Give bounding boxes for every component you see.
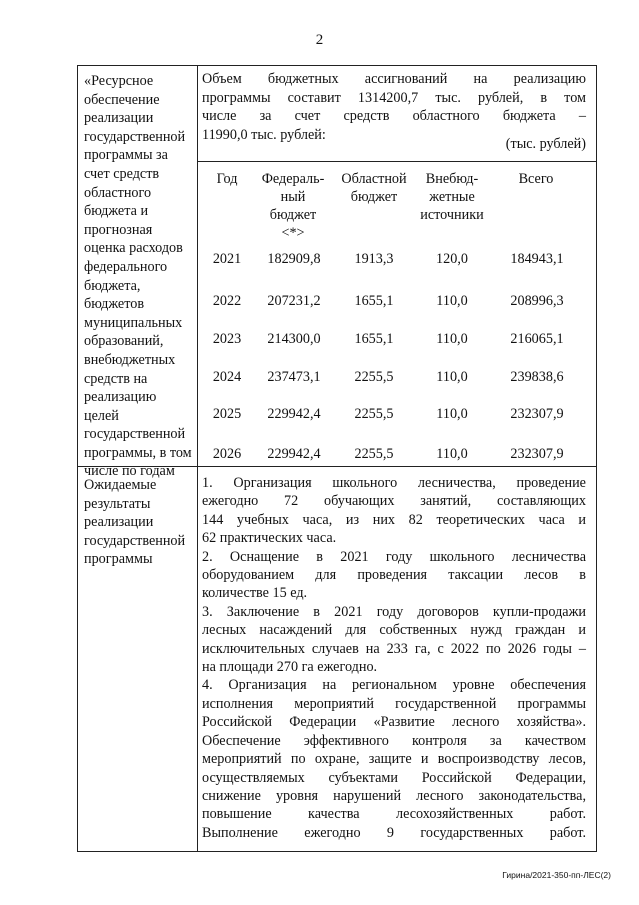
unit-label: (тыс. рублей) bbox=[505, 136, 586, 152]
column-divider bbox=[197, 66, 198, 851]
resources-label: «Ресурсное обеспечение реализации государственной программы за счет средств областного бюджета и прогнозная оценка расходов федерального бюджета, бюджетов муниципальных образований, внебюджетных средств на реализацию целей государственной программы, в том числе по годам bbox=[84, 73, 192, 480]
header-regional: Областной бюджет bbox=[341, 171, 407, 205]
header-year: Год bbox=[216, 171, 238, 187]
expected-results: 1. Организация школьного лесничества, проведение ежегодно 72 обучающих занятий, составляющих 144 учебных часа, из них 82 теоретических часа и 62 практических часа. 2. Оснащение в 2021 году школьного лесничества оборудованием для проведения таксации лесов в количестве 15 ед. 3. Заключение в 2021 году договоров купли-продажи лесных насаждений для собственных нужд граждан и исключительных случаев на 233 га, с 2022 по 2026 годы – на площади 270 га ежегодно. 4. Организация на региональном уровне обеспечения исполнения мероприятий государственной программы Российской Федерации «Развитие лесного хозяйства». Обеспечение эффективного контроля за качеством мероприятий по охране, защите и воспроизводству лесов, осуществляемых субъектами Российской Федерации, снижение уровня нарушений лесного законодательства, повышение качества лесохозяйственных работ. Выполнение ежегодно 9 государственных работ. bbox=[202, 475, 586, 841]
header-total: Всего bbox=[518, 171, 554, 187]
program-table: «Ресурсное обеспечение реализации государственной программы за счет средств областного бюджета и прогнозная оценка расходов федерального бюджета, бюджетов муниципальных образований, внебюджетных средств на реализацию целей государственной программы, в том числе по годам Объем бюджетных ассигнований на реализацию программы составит 1314200,7 тыс. рублей, в том числе за счет средств областного бюджета – 11990,0 тыс. рублей: (тыс. рублей) Год Федераль- ный бюджет <*> Областной бюджет Внебюд- жетные источники Всего 2021 182909,8 1913,3 120,0 184943,1 2022 207231,2 1655,1 110,0 208996,3 2023 214300,0 1655,1 110,0 216065,1 2024 237473,1 2255,5 110,0 239838,6 2025 229942,4 2255,5 110,0 232307,9 2026 229942,4 2255,5 110,0 232307,9 Ожидаемые результаты реализации государственной программы 1. Организация школьного лесничества, проведение ежегодно 72 обучающих занятий, составляющих 144 учебных часа, из них 82 теоретических часа и 62 практических часа. 2. Оснащение в 2021 году школьного лесничества оборудованием для проведения таксации лесов в количестве 15 ед. 3. Заключение в 2021 году договоров купли-продажи лесных насаждений для собственных нужд граждан и исключительных случаев на 233 га, с 2022 по 2026 годы – на площади 270 га ежегодно. 4. Организация на региональном уровне обеспечения исполнения мероприятий государственной программы Российской Федерации «Развитие лесного хозяйства». Обеспечение эффективного контроля за качеством мероприятий по охране, защите и воспроизводству лесов, осуществляемых субъектами Российской Федерации, снижение уровня нарушений лесного законодательства, повышение качества лесохозяйственных работ. Выполнение ежегодно 9 государственных работ. bbox=[77, 65, 597, 852]
budget-text-divider bbox=[197, 161, 596, 162]
budget-summary: Объем бюджетных ассигнований на реализацию программы составит 1314200,7 тыс. рублей, в том числе за счет средств областного бюджета – 11990,0 тыс. рублей: bbox=[202, 71, 586, 143]
page-number: 2 bbox=[315, 32, 324, 48]
document-footer: Гирина/2021-350-пп-ЛЕС(2) bbox=[502, 870, 611, 880]
header-federal: Федераль- ный бюджет <*> bbox=[261, 171, 325, 241]
results-label: Ожидаемые результаты реализации государственной программы bbox=[84, 477, 186, 568]
header-extra: Внебюд- жетные источники bbox=[420, 171, 484, 223]
